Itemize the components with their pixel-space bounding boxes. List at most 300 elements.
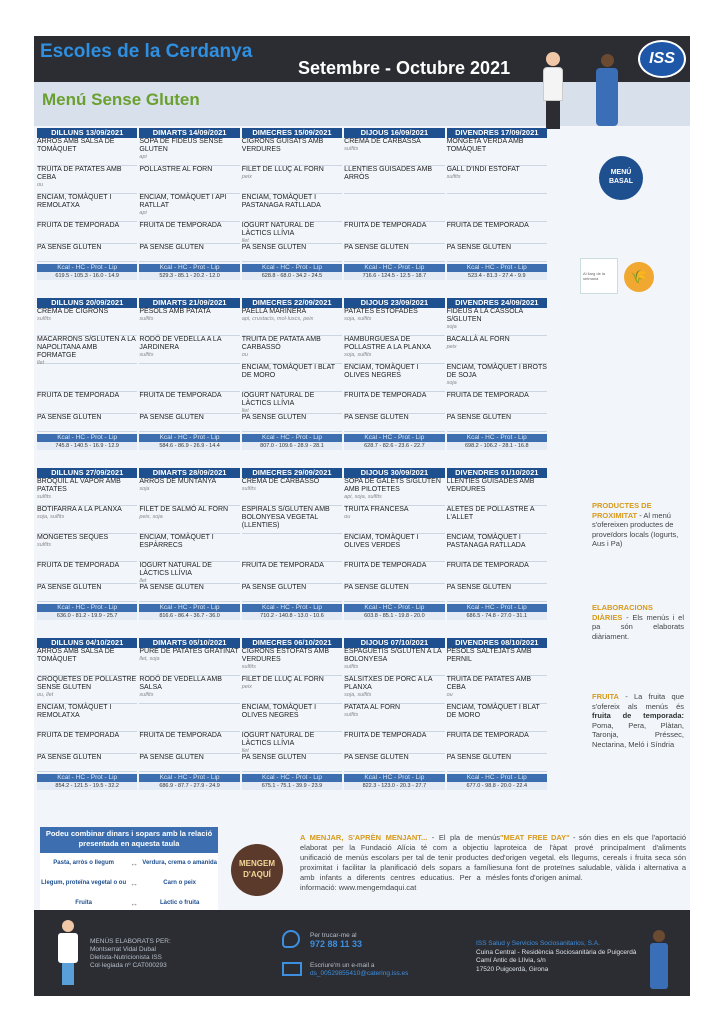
dish-name: HAMBURGUESA DE POLLASTRE A LA PLANXA bbox=[344, 336, 431, 351]
day-column bbox=[446, 468, 548, 620]
kcal-values: 698.2 - 106.2 - 28.1 - 16.8 bbox=[447, 442, 547, 450]
dish-name: RODÓ DE VEDELLA AMB SALSA bbox=[139, 676, 222, 691]
day-column bbox=[36, 298, 138, 450]
dish-item bbox=[139, 648, 239, 676]
dish-name: MONGETES SEQUES bbox=[37, 534, 109, 541]
day-column bbox=[241, 298, 343, 450]
kcal-values: 677.0 - 98.8 - 20.0 - 22.4 bbox=[447, 782, 547, 790]
dish-allergen: soja bbox=[446, 380, 457, 386]
dish-name: PA SENSE GLUTEN bbox=[241, 414, 307, 421]
dish-allergen: peix bbox=[241, 684, 252, 690]
dish-name: LLENTIES GUISADES AMB ARRÒS bbox=[344, 166, 433, 181]
dish-name: MONGETA VERDA AMB TOMÀQUET bbox=[446, 138, 524, 153]
mengem-body: - El pla de menús elaborat per la Fundació Alícia té com a objectiu la unificació de menús escolars per tal de tenir productes de proximitat i facilitar la planificació dels sopars a famílies amb infants a diferents centres educatius. Per a més informació: www.mengemdaqui.cat bbox=[300, 833, 501, 892]
day-header: DIMECRES 15/09/2021 bbox=[242, 128, 342, 138]
dish-name: ENCIAM, TOMÀQUET I REMOLATXA bbox=[37, 194, 112, 209]
dish-allergen: sulfits bbox=[37, 316, 52, 322]
kcal-header: Kcal - HC - Prot - Lip bbox=[242, 434, 342, 442]
info-productes bbox=[592, 501, 684, 549]
dish-name: ENCIAM, TOMÀQUET I PASTANAGA RATLLADA bbox=[241, 194, 321, 209]
dish-item bbox=[37, 392, 137, 414]
dish-item bbox=[447, 364, 547, 392]
dietitian-info bbox=[90, 938, 171, 970]
dish-allergen: api, crustacis, mol·luscs, peix bbox=[241, 316, 314, 322]
dish-name: PA SENSE GLUTEN bbox=[139, 754, 204, 761]
dish-allergen: llet bbox=[241, 238, 249, 244]
dish-item bbox=[447, 704, 547, 732]
dish-item bbox=[37, 194, 137, 222]
fruita-text-2: Poma, Pera, Plàtan, Taronja, Préssec, Nectarina, Meló i Síndria bbox=[592, 720, 684, 749]
dish-name: TRUITA DE PATATES AMB CEBA bbox=[37, 166, 122, 181]
kcal-header: Kcal - HC - Prot - Lip bbox=[344, 604, 444, 612]
dish-allergen: peix, soja bbox=[139, 514, 163, 520]
dish-item bbox=[344, 534, 444, 562]
dish-name: FRUITA DE TEMPORADA bbox=[37, 732, 120, 739]
dish-allergen: soja, sulfits bbox=[37, 514, 65, 520]
dish-name: PÈSOLS AMB PATATA bbox=[139, 308, 211, 315]
dish-name: PURÉ DE PATATES GRATINAT bbox=[139, 648, 239, 655]
day-header: DIJOUS 07/10/2021 bbox=[344, 638, 444, 648]
dish-name: IOGURT NATURAL DE LÀCTICS LLÍVIA bbox=[241, 732, 315, 747]
dish-item bbox=[37, 414, 137, 432]
day-header: DIMARTS 21/09/2021 bbox=[139, 298, 239, 308]
dish-item bbox=[139, 754, 239, 772]
dish-name: LLENTIES GUISADES AMB VERDURES bbox=[446, 478, 535, 493]
combine-right: Làctic o fruita bbox=[159, 899, 200, 906]
dish-item bbox=[447, 732, 547, 754]
day-column bbox=[36, 638, 138, 790]
dish-allergen: ou bbox=[37, 182, 44, 188]
day-column bbox=[343, 468, 445, 620]
dish-item bbox=[242, 506, 342, 534]
dish-allergen: peix bbox=[446, 344, 457, 350]
kcal-header: Kcal - HC - Prot - Lip bbox=[242, 774, 342, 782]
dish-item bbox=[139, 506, 239, 534]
combine-table bbox=[40, 827, 218, 913]
dish-item bbox=[344, 222, 444, 244]
period-title: Setembre - Octubre 2021 bbox=[298, 58, 511, 78]
dish-item bbox=[242, 534, 342, 562]
dish-allergen: soja, sulfits bbox=[344, 692, 372, 698]
dish-name: FRUITA DE TEMPORADA bbox=[446, 222, 529, 229]
kcal-values: 619.5 - 105.3 - 16.0 - 14.9 bbox=[37, 272, 137, 280]
day-column bbox=[343, 298, 445, 450]
dish-name: BACALLÀ AL FORN bbox=[446, 336, 510, 343]
kcal-header: Kcal - HC - Prot - Lip bbox=[37, 264, 137, 272]
company-line: 17520 Puigcerdà, Girona bbox=[476, 965, 549, 973]
dish-name: FRUITA DE TEMPORADA bbox=[344, 392, 427, 399]
dish-item bbox=[447, 222, 547, 244]
kcal-values: 628.8 - 68.0 - 34.2 - 24.5 bbox=[242, 272, 342, 280]
kcal-header: Kcal - HC - Prot - Lip bbox=[37, 774, 137, 782]
dish-allergen: sulfits bbox=[139, 352, 154, 358]
day-header: DIMARTS 14/09/2021 bbox=[139, 128, 239, 138]
day-header: DIMECRES 06/10/2021 bbox=[242, 638, 342, 648]
dish-name: SALSITXES DE PORC A LA PLANXA bbox=[344, 676, 433, 691]
dish-item bbox=[37, 336, 137, 364]
dish-allergen: llet bbox=[241, 748, 249, 754]
combine-right: Verdura, crema o amanida bbox=[142, 859, 217, 866]
dish-allergen: ou bbox=[446, 692, 453, 698]
dish-item bbox=[242, 648, 342, 676]
dish-allergen: ou bbox=[241, 352, 248, 358]
dish-item bbox=[139, 534, 239, 562]
dish-name: FRUITA DE TEMPORADA bbox=[37, 392, 120, 399]
dish-allergen: ou bbox=[344, 514, 351, 520]
dish-allergen: soja, sulfits bbox=[344, 316, 372, 322]
dish-name: GALL D'INDI ESTOFAT bbox=[446, 166, 520, 173]
mengem-daqui-logo: MENGEM D'AQUÍ bbox=[231, 844, 283, 896]
email-address[interactable]: ds_00529855410@catering.iss.es bbox=[310, 970, 409, 977]
info-fruita bbox=[592, 692, 684, 749]
dish-name: PÈSOLS SALTEJATS AMB PERNIL bbox=[446, 648, 532, 663]
dish-item bbox=[37, 676, 137, 704]
dish-name: FILET DE LLUÇ AL FORN bbox=[241, 676, 324, 683]
dish-item bbox=[37, 166, 137, 194]
dish-allergen: sulfits bbox=[344, 712, 359, 718]
dish-name: ENCIAM, TOMÀQUET I OLIVES VERDES bbox=[344, 534, 419, 549]
dish-name: PATATES ESTOFADES bbox=[344, 308, 418, 315]
dish-item bbox=[37, 648, 137, 676]
dish-item bbox=[344, 414, 444, 432]
dish-name: ARRÒS AMB SALSA DE TOMÀQUET bbox=[37, 648, 115, 663]
dish-name: ENCIAM, TOMÀQUET I OLIVES NEGRES bbox=[344, 364, 419, 379]
chefs-illustration bbox=[534, 52, 634, 140]
kcal-values: 807.0 - 109.6 - 28.9 - 28.1 bbox=[242, 442, 342, 450]
dish-name: FILET DE LLUÇ AL FORN bbox=[241, 166, 324, 173]
dish-name: PA SENSE GLUTEN bbox=[37, 754, 102, 761]
waiter-illustration bbox=[594, 54, 620, 132]
kcal-header: Kcal - HC - Prot - Lip bbox=[344, 774, 444, 782]
dish-name: FRUITA DE TEMPORADA bbox=[344, 732, 427, 739]
day-header: DIMARTS 05/10/2021 bbox=[139, 638, 239, 648]
productes-title: PRODUCTES DE PROXIMITAT bbox=[592, 501, 652, 520]
day-header: DILLUNS 04/10/2021 bbox=[37, 638, 137, 648]
kcal-values: 628.7 - 82.6 - 23.6 - 22.7 bbox=[344, 442, 444, 450]
school-title: Escoles de la Cerdanya bbox=[40, 41, 253, 62]
dish-item bbox=[139, 166, 239, 194]
dish-name: TRUITA DE PATATES AMB CEBA bbox=[446, 676, 532, 691]
dish-allergen: llet bbox=[241, 408, 249, 414]
meat-free-text bbox=[500, 833, 686, 883]
dish-name: PA SENSE GLUTEN bbox=[37, 244, 102, 251]
dish-item bbox=[37, 222, 137, 244]
dish-name: PA SENSE GLUTEN bbox=[37, 414, 102, 421]
kcal-header: Kcal - HC - Prot - Lip bbox=[344, 434, 444, 442]
dish-name: CREMA DE CARBASSÓ bbox=[241, 478, 320, 485]
dish-item bbox=[344, 138, 444, 166]
kcal-values: 675.1 - 75.1 - 39.9 - 23.9 bbox=[242, 782, 342, 790]
dish-item bbox=[139, 562, 239, 584]
menu-title: Menú Sense Gluten bbox=[42, 90, 200, 109]
day-header: DIVENDRES 24/09/2021 bbox=[447, 298, 547, 308]
chef-illustration bbox=[542, 52, 564, 132]
dish-name: PA SENSE GLUTEN bbox=[344, 754, 409, 761]
week-row bbox=[36, 128, 548, 280]
day-column bbox=[138, 128, 240, 280]
dish-name: IOGURT NATURAL DE LÀCTICS LLÍVIA bbox=[139, 562, 212, 577]
company-info bbox=[476, 940, 636, 974]
meat-free-title: "MEAT FREE DAY" bbox=[500, 833, 570, 842]
dish-name: PA SENSE GLUTEN bbox=[241, 584, 307, 591]
day-column bbox=[446, 298, 548, 450]
dish-allergen: api bbox=[139, 154, 147, 160]
dish-item bbox=[447, 562, 547, 584]
day-header: DIJOUS 23/09/2021 bbox=[344, 298, 444, 308]
dish-item bbox=[344, 392, 444, 414]
day-column bbox=[36, 128, 138, 280]
dish-item bbox=[344, 336, 444, 364]
dish-allergen: sulfits bbox=[37, 542, 52, 548]
dish-name: PA SENSE GLUTEN bbox=[344, 414, 409, 421]
dish-allergen: peix bbox=[241, 174, 252, 180]
productes-text: - Al menú s'ofereixen productes de proveïdors locals (Iogurts, Aus i Pa) bbox=[592, 510, 679, 548]
day-column bbox=[446, 638, 548, 790]
combine-title: Podeu combinar dinars i sopars amb la relació presentada en aquesta taula bbox=[40, 827, 218, 853]
dish-name: BOTIFARRA A LA PLANXA bbox=[37, 506, 122, 513]
day-header: DIVENDRES 01/10/2021 bbox=[447, 468, 547, 478]
side-logos bbox=[574, 146, 684, 306]
dish-item bbox=[242, 194, 342, 222]
day-column bbox=[241, 638, 343, 790]
dish-name: ESPIRALS S/GLUTEN AMB BOLONYESA VEGETAL (LLENTIES) bbox=[241, 506, 330, 529]
dish-item bbox=[242, 754, 342, 772]
combine-left: Pasta, arròs o llegum bbox=[53, 859, 114, 866]
dish-item bbox=[447, 584, 547, 602]
dish-item bbox=[37, 704, 137, 732]
dish-name: FRUITA DE TEMPORADA bbox=[139, 222, 222, 229]
dish-name: IOGURT NATURAL DE LÀCTICS LLÍVIA bbox=[241, 392, 315, 407]
dish-name: SOPA DE GALETS S/GLUTEN AMB PILOTETES bbox=[344, 478, 441, 493]
day-column bbox=[241, 128, 343, 280]
day-column bbox=[446, 128, 548, 280]
dish-item bbox=[447, 534, 547, 562]
dish-name: FRUITA DE TEMPORADA bbox=[139, 732, 222, 739]
dish-allergen: sulfits bbox=[241, 664, 256, 670]
phone-contact bbox=[310, 932, 362, 948]
dish-item bbox=[344, 244, 444, 262]
dish-item bbox=[139, 478, 239, 506]
dish-item bbox=[344, 166, 444, 194]
combine-left: Fruita bbox=[75, 899, 92, 906]
kcal-values: 584.6 - 86.9 - 26.9 - 14.4 bbox=[139, 442, 239, 450]
dish-item bbox=[37, 308, 137, 336]
meat-free-body: - són dies en els que l'aportació proteica de l'àpat prové principalment d'aliments d'origen vegetal. els llegums, cereals i fruita seca són una font de proteïnes saludable, vàlida i alternativa a les fonts d'origen animal. bbox=[500, 833, 686, 882]
dish-allergen: soja bbox=[446, 324, 457, 330]
dish-name: PATATA AL FORN bbox=[344, 704, 401, 711]
day-header: DIVENDRES 17/09/2021 bbox=[447, 128, 547, 138]
company-line: Cuina Central - Residència Sociosanitària de Puigcerdà bbox=[476, 948, 637, 956]
dish-item bbox=[344, 562, 444, 584]
dish-item bbox=[139, 244, 239, 262]
dish-item bbox=[37, 506, 137, 534]
dish-item bbox=[139, 732, 239, 754]
dish-name: POLLASTRE AL FORN bbox=[139, 166, 213, 173]
dish-allergen: llet, soja bbox=[139, 656, 160, 662]
dish-item bbox=[344, 584, 444, 602]
day-column bbox=[343, 638, 445, 790]
dish-name: ENCIAM, TOMÀQUET I BLAT DE MORO bbox=[446, 704, 540, 719]
phone-number[interactable]: 972 88 11 33 bbox=[310, 939, 363, 949]
kcal-header: Kcal - HC - Prot - Lip bbox=[344, 264, 444, 272]
dish-name: ARRÒS DE MUNTANYA bbox=[139, 478, 217, 485]
dish-name: PA SENSE GLUTEN bbox=[344, 584, 409, 591]
dish-name: FRUITA DE TEMPORADA bbox=[446, 562, 529, 569]
dish-item bbox=[242, 704, 342, 732]
double-arrow-icon: ↔ bbox=[130, 878, 139, 888]
fruita-bold: fruita de temporada: bbox=[592, 711, 684, 720]
kcal-header: Kcal - HC - Prot - Lip bbox=[139, 774, 239, 782]
week-row bbox=[36, 298, 548, 450]
dish-item bbox=[37, 562, 137, 584]
kcal-values: 686.5 - 74.8 - 27.0 - 31.1 bbox=[447, 612, 547, 620]
dish-name: ENCIAM, TOMÀQUET I BLAT DE MORO bbox=[241, 364, 335, 379]
day-column bbox=[343, 128, 445, 280]
dish-item bbox=[447, 138, 547, 166]
dish-name: ENCIAM, TOMÀQUET I BROTS DE SOJA bbox=[446, 364, 547, 379]
gluten-free-icon: 🌾 bbox=[624, 262, 654, 292]
kcal-header: Kcal - HC - Prot - Lip bbox=[242, 264, 342, 272]
dish-name: PA SENSE GLUTEN bbox=[344, 244, 409, 251]
elaboracions-text: - Els menús i el pa són elaborats diàriament. bbox=[592, 612, 684, 641]
dish-allergen: sulfits bbox=[344, 664, 359, 670]
day-column bbox=[138, 298, 240, 450]
dish-item bbox=[242, 478, 342, 506]
dish-item bbox=[344, 732, 444, 754]
dish-name: PA SENSE GLUTEN bbox=[37, 584, 102, 591]
kcal-header: Kcal - HC - Prot - Lip bbox=[139, 434, 239, 442]
footer-bar bbox=[34, 910, 690, 996]
day-header: DILLUNS 13/09/2021 bbox=[37, 128, 137, 138]
dish-item bbox=[242, 364, 342, 392]
company-line: Camí Antic de Llívia, s/n bbox=[476, 957, 546, 964]
dish-item bbox=[242, 308, 342, 336]
dish-item bbox=[242, 166, 342, 194]
dietitian-line: Dietista-Nutricionista ISS bbox=[90, 954, 162, 961]
combine-row bbox=[40, 873, 218, 893]
day-header: DIMARTS 28/09/2021 bbox=[139, 468, 239, 478]
dish-item bbox=[242, 414, 342, 432]
kcal-header: Kcal - HC - Prot - Lip bbox=[139, 604, 239, 612]
menu-basal-logo: MENÚ BASAL bbox=[599, 156, 643, 200]
dish-name: PA SENSE GLUTEN bbox=[446, 414, 512, 421]
combine-rows bbox=[40, 853, 218, 913]
dish-item bbox=[242, 222, 342, 244]
dish-allergen: sulfits bbox=[139, 692, 154, 698]
dish-name: PA SENSE GLUTEN bbox=[446, 244, 512, 251]
email-contact bbox=[310, 962, 408, 978]
dish-name: ENCIAM, TOMÀQUET I OLIVES NEGRES bbox=[241, 704, 317, 719]
kcal-values: 854.2 - 121.5 - 19.5 - 32.2 bbox=[37, 782, 137, 790]
mengem-title: A MENJAR, S'APRÈN MENJANT... bbox=[300, 833, 428, 842]
dish-item bbox=[139, 138, 239, 166]
dish-item bbox=[344, 506, 444, 534]
dish-item bbox=[344, 478, 444, 506]
day-header: DILLUNS 20/09/2021 bbox=[37, 298, 137, 308]
dish-item bbox=[242, 244, 342, 262]
mengem-text bbox=[300, 833, 500, 893]
dish-name: PA SENSE GLUTEN bbox=[241, 244, 307, 251]
dish-allergen: sulfits bbox=[446, 174, 461, 180]
dish-item bbox=[447, 506, 547, 534]
kcal-values: 816.6 - 86.4 - 36.7 - 36.0 bbox=[139, 612, 239, 620]
dish-allergen: sulfits bbox=[241, 486, 256, 492]
dish-name: PAELLA MARINERA bbox=[241, 308, 307, 315]
dish-item bbox=[447, 648, 547, 676]
dish-name: FILET DE SALMÓ AL FORN bbox=[139, 506, 229, 513]
dish-item bbox=[37, 364, 137, 392]
dish-allergen: api, soja, sulfits bbox=[344, 494, 382, 500]
dish-item bbox=[447, 166, 547, 194]
week-row bbox=[36, 468, 548, 620]
dish-item bbox=[37, 138, 137, 166]
dietitian-line: MENÚS ELABORATS PER: bbox=[90, 938, 171, 945]
dish-item bbox=[242, 584, 342, 602]
dish-item bbox=[447, 478, 547, 506]
dietitian-line: Col·legiada nº CAT000293 bbox=[90, 962, 167, 969]
dish-name: CROQUETES DE POLLASTRE SENSE GLUTEN bbox=[37, 676, 137, 691]
dish-name: ENCIAM, TOMÀQUET I ESPÀRRECS bbox=[139, 534, 214, 549]
gluten-free-card: Al llarg de la setmana bbox=[580, 258, 618, 294]
fruita-text-1: - La fruita que s'ofereix als menús és bbox=[592, 692, 684, 711]
kcal-values: 529.3 - 85.1 - 20.2 - 12.0 bbox=[139, 272, 239, 280]
kcal-header: Kcal - HC - Prot - Lip bbox=[447, 264, 547, 272]
combine-right: Carn o peix bbox=[163, 879, 196, 886]
kcal-header: Kcal - HC - Prot - Lip bbox=[242, 604, 342, 612]
dish-name: FRUITA DE TEMPORADA bbox=[37, 562, 120, 569]
kcal-values: 822.3 - 123.0 - 20.3 - 27.7 bbox=[344, 782, 444, 790]
dish-allergen: llet bbox=[139, 578, 147, 584]
dish-item bbox=[139, 704, 239, 732]
kcal-header: Kcal - HC - Prot - Lip bbox=[447, 434, 547, 442]
dish-name: CREMA DE CARBASSA bbox=[344, 138, 421, 145]
dish-item bbox=[344, 364, 444, 392]
dish-item bbox=[242, 562, 342, 584]
dish-item bbox=[447, 754, 547, 772]
dish-item bbox=[139, 676, 239, 704]
dish-name: CIGRONS ESTOFATS AMB VERDURES bbox=[241, 648, 330, 663]
dish-item bbox=[447, 392, 547, 414]
dish-item bbox=[37, 478, 137, 506]
dish-allergen: soja bbox=[139, 486, 150, 492]
dish-item bbox=[344, 308, 444, 336]
dish-name: FRUITA DE TEMPORADA bbox=[446, 392, 529, 399]
dish-allergen: sulfits bbox=[139, 316, 154, 322]
dish-item bbox=[242, 676, 342, 704]
dish-name: FRUITA DE TEMPORADA bbox=[344, 562, 427, 569]
combine-left: Llegum, proteïna vegetal o ou bbox=[41, 879, 127, 886]
dish-item bbox=[344, 704, 444, 732]
dish-allergen: api bbox=[139, 210, 147, 216]
dish-name: ENCIAM, TOMÀQUET I REMOLATXA bbox=[37, 704, 112, 719]
dish-name: FIDEUS A LA CASSOLA S/GLUTEN bbox=[446, 308, 523, 323]
dish-name: ENCIAM, TOMÀQUET I API RATLLAT bbox=[139, 194, 227, 209]
dish-name: FRUITA DE TEMPORADA bbox=[37, 222, 120, 229]
company-name: ISS Salud y Servicios Sociosanitarios, S.A. bbox=[476, 940, 600, 947]
double-arrow-icon: ↔ bbox=[130, 898, 139, 908]
double-arrow-icon: ↔ bbox=[130, 858, 139, 868]
dish-name: PA SENSE GLUTEN bbox=[139, 244, 204, 251]
phone-icon bbox=[282, 930, 300, 948]
dish-allergen: soja, sulfits bbox=[344, 352, 372, 358]
dish-name: PA SENSE GLUTEN bbox=[446, 584, 512, 591]
day-column bbox=[138, 468, 240, 620]
fruita-title: FRUITA bbox=[592, 692, 619, 701]
dish-allergen: sulfits bbox=[37, 494, 52, 500]
dish-name: TRUITA FRANCESA bbox=[344, 506, 409, 513]
dish-name: PA SENSE GLUTEN bbox=[241, 754, 307, 761]
dish-item bbox=[447, 194, 547, 222]
